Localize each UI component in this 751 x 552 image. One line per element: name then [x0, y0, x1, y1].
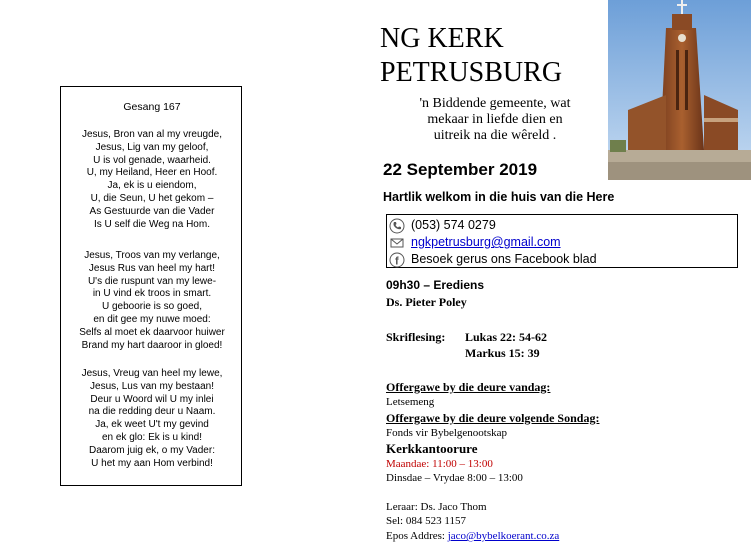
offering-next-value: Fonds vir Bybelgenootskap	[386, 427, 507, 439]
welcome-text: Hartlik welkom in die huis van die Here	[383, 190, 615, 204]
leader-email-label: Epos Addres:	[386, 530, 445, 542]
hymn-title: Gesang 167	[123, 101, 181, 113]
hymn-line: Ja, ek weet U't my gevind	[95, 419, 209, 431]
hymn-line: en dit gee my nuwe moed:	[93, 313, 211, 325]
hymn-line: Brand my hart daaroor in gloed!	[81, 339, 223, 351]
church-photo-drawing	[608, 0, 751, 180]
hymn-line: U het my aan Hom verbind!	[91, 457, 213, 469]
hymn-line: Daarom juig ek, o my Vader:	[89, 444, 215, 456]
leader-name: Leraar: Ds. Jaco Thom	[386, 501, 487, 513]
church-name-line2: PETRUSBURG	[380, 57, 563, 88]
hymn-line: Jesus, Lus van my bestaan!	[90, 380, 214, 392]
contact-phone: (053) 574 0279	[411, 218, 496, 232]
hymn-line: Deur u Woord wil U my inlei	[90, 393, 214, 405]
hymn-line: Jesus, Troos van my verlange,	[84, 250, 220, 261]
hymn-stanza-1	[61, 129, 243, 231]
leader-cell: Sel: 084 523 1157	[386, 515, 466, 527]
hymn-line: na die redding deur u Naam.	[88, 406, 216, 418]
contact-phone-row	[387, 218, 737, 235]
contact-email-row	[387, 235, 737, 252]
tagline-line3: uitreik na die wêreld .	[433, 128, 557, 143]
hymn-line: U, my Heiland, Heer en Hoof.	[86, 167, 218, 179]
contact-email-link[interactable]: ngkpetrusburg@gmail.com	[411, 235, 561, 249]
hymn-stanza-3	[61, 368, 243, 470]
hymn-line: Jesus, Lig van my geloof,	[95, 141, 209, 153]
church-name-line1: NG KERK	[380, 23, 504, 54]
church-name	[380, 22, 562, 90]
leader-email-link[interactable]: jaco@bybelkoerant.co.za	[447, 530, 560, 542]
offering-today-value: Letsemeng	[386, 396, 435, 408]
phone-icon	[389, 218, 405, 234]
reading-label: Skriflesing:	[386, 330, 446, 344]
hymn-line: Jesus, Vreug van heel my lewe,	[81, 368, 223, 379]
tagline	[395, 96, 595, 144]
contact-facebook-row	[387, 252, 737, 269]
reading-ref-2: Markus 15: 39	[465, 346, 540, 360]
offering-today-heading: Offergawe by die deure vandag:	[386, 380, 551, 394]
hymn-line: U is vol genade, waarheid.	[93, 154, 211, 166]
hymn-line: U's die ruspunt van my lewe-	[87, 275, 217, 287]
office-heading: Kerkkantoorure	[386, 441, 478, 456]
office-weekdays: Dinsdae – Vrydae 8:00 – 13:00	[386, 472, 523, 484]
hymn-line: Is U self die Weg na Hom.	[94, 218, 210, 230]
service-time: 09h30 – Erediens	[386, 278, 485, 292]
contact-box	[386, 214, 738, 268]
hymn-line: Jesus Rus van heel my hart!	[88, 262, 216, 274]
office-monday: Maandae: 11:00 – 13:00	[386, 458, 493, 470]
hymn-line: en ek glo: Ek is u kind!	[101, 431, 203, 443]
reading-ref-1: Lukas 22: 54-62	[465, 330, 548, 344]
leader-email-row	[386, 530, 559, 542]
service-minister: Ds. Pieter Poley	[386, 295, 467, 309]
hymn-stanza-2	[61, 250, 243, 352]
hymn-box	[60, 86, 242, 486]
tagline-line2: mekaar in liefde dien en	[427, 112, 563, 127]
service-date: 22 September 2019	[383, 160, 538, 179]
hymn-line: As Gestuurde van die Vader	[89, 205, 215, 217]
contact-facebook-text: Besoek gerus ons Facebook blad	[411, 252, 597, 266]
svg-text:f: f	[395, 255, 399, 268]
tagline-line1: 'n Biddende gemeente, wat	[419, 96, 571, 111]
hymn-line: in U vind ek troos in smart.	[92, 288, 212, 300]
offering-next-heading: Offergawe by die deure volgende Sondag:	[386, 411, 600, 425]
email-icon	[389, 235, 405, 251]
hymn-line: Jesus, Bron van al my vreugde,	[81, 129, 223, 140]
facebook-icon[interactable]	[389, 252, 405, 268]
hymn-line: Ja, ek is u eiendom,	[107, 180, 197, 192]
hymn-line: Selfs al moet ek daarvoor huiwer	[79, 326, 225, 338]
hymn-line: U geboorie is so goed,	[101, 301, 203, 313]
church-photo	[608, 0, 751, 180]
hymn-line: U, die Seun, U het gekom –	[90, 192, 214, 204]
